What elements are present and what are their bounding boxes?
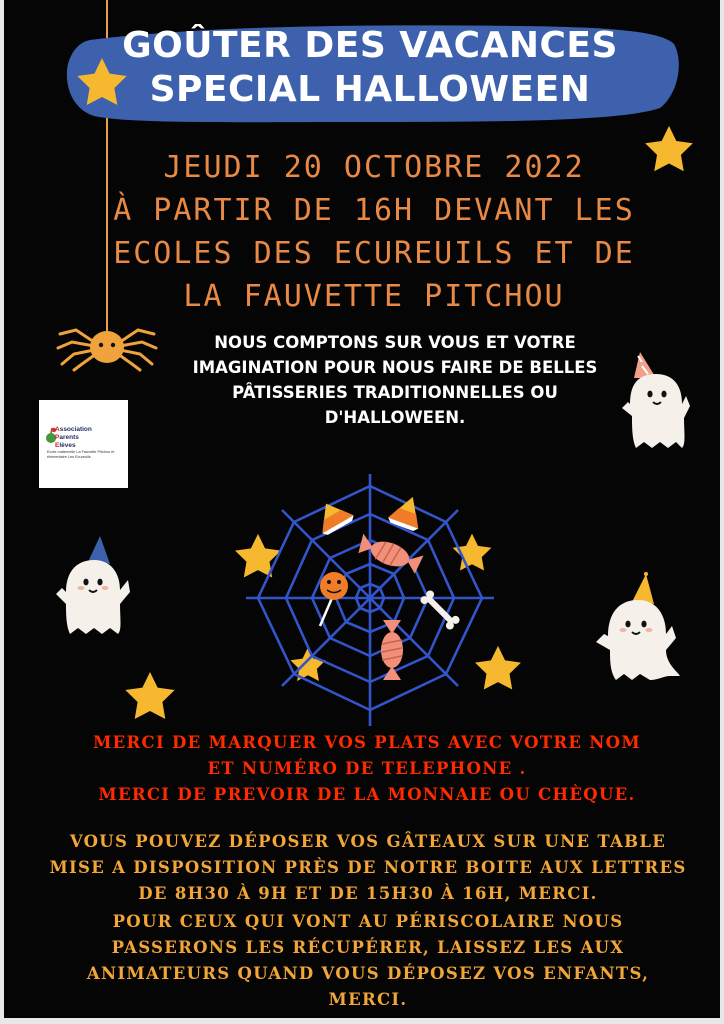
title-line-1: GOÛTER DES VACANCES <box>122 25 618 66</box>
association-logo <box>39 400 128 488</box>
logo-subtitle: Ecole maternelle La Fauvette Pitchou et élémentaire Les Ecureuils <box>47 450 115 459</box>
instructions-orange-line-5: PASSERONS LES RÉCUPÉRER, LAISSEZ LES AUX <box>111 938 625 957</box>
event-location-line-3: LA FAUVETTE PITCHOU <box>183 279 565 314</box>
bone-icon <box>419 589 461 631</box>
ghost-icon <box>52 534 132 638</box>
ghost-icon <box>590 572 686 684</box>
instructions-orange-line-7: MERCI. <box>328 990 408 1009</box>
instructions-red-line-2: ET NUMÉRO DE TELEPHONE . <box>207 759 527 778</box>
instructions-orange-line-3: DE 8H30 À 9H ET DE 15H30 À 16H, MERCI. <box>138 884 598 903</box>
instructions-orange-line-1: VOUS POUVEZ DÉPOSER VOS GÂTEAUX SUR UNE TABLE <box>69 832 667 851</box>
poster <box>4 0 720 1018</box>
instructions-orange-line-6: ANIMATEURS QUAND VOUS DÉPOSEZ VOS ENFANTS, <box>86 964 650 983</box>
event-date: JEUDI 20 OCTOBRE 2022 <box>163 150 585 185</box>
star-icon <box>74 56 130 112</box>
intro-line-1: NOUS COMPTONS SUR VOUS ET VOTRE <box>214 333 576 352</box>
spider-icon <box>54 320 160 372</box>
intro-line-4: D'HALLOWEEN. <box>324 408 466 427</box>
candy-corn-icon <box>310 495 355 537</box>
event-location-line-1: À PARTIR DE 16H DEVANT LES <box>113 193 635 228</box>
intro-line-3: PÂTISSERIES TRADITIONNELLES OU <box>232 383 558 402</box>
instructions-orange-line-2: MISE A DISPOSITION PRÈS DE NOTRE BOITE AUX LETTRES <box>49 858 687 877</box>
instructions-orange-line-4: POUR CEUX QUI VONT AU PÉRISCOLAIRE NOUS <box>112 912 624 931</box>
title-line-2: SPECIAL HALLOWEEN <box>149 69 591 110</box>
instructions-red-line-3: MERCI DE PREVOIR DE LA MONNAIE OU CHÈQUE. <box>98 785 636 804</box>
instructions-red-line-1: MERCI DE MARQUER VOS PLATS AVEC VOTRE NOM <box>93 733 641 752</box>
star-icon <box>122 670 178 726</box>
logo-line-2: Parents <box>55 434 79 441</box>
logo-line-1: Association <box>55 426 92 433</box>
logo-line-3: Elèves <box>55 442 76 449</box>
event-location-line-2: ECOLES DES ECUREUILS ET DE <box>113 236 635 271</box>
spider-web-illustration <box>236 470 504 732</box>
intro-line-2: IMAGINATION POUR NOUS FAIRE DE BELLES <box>192 358 598 377</box>
ghost-icon <box>620 348 692 452</box>
